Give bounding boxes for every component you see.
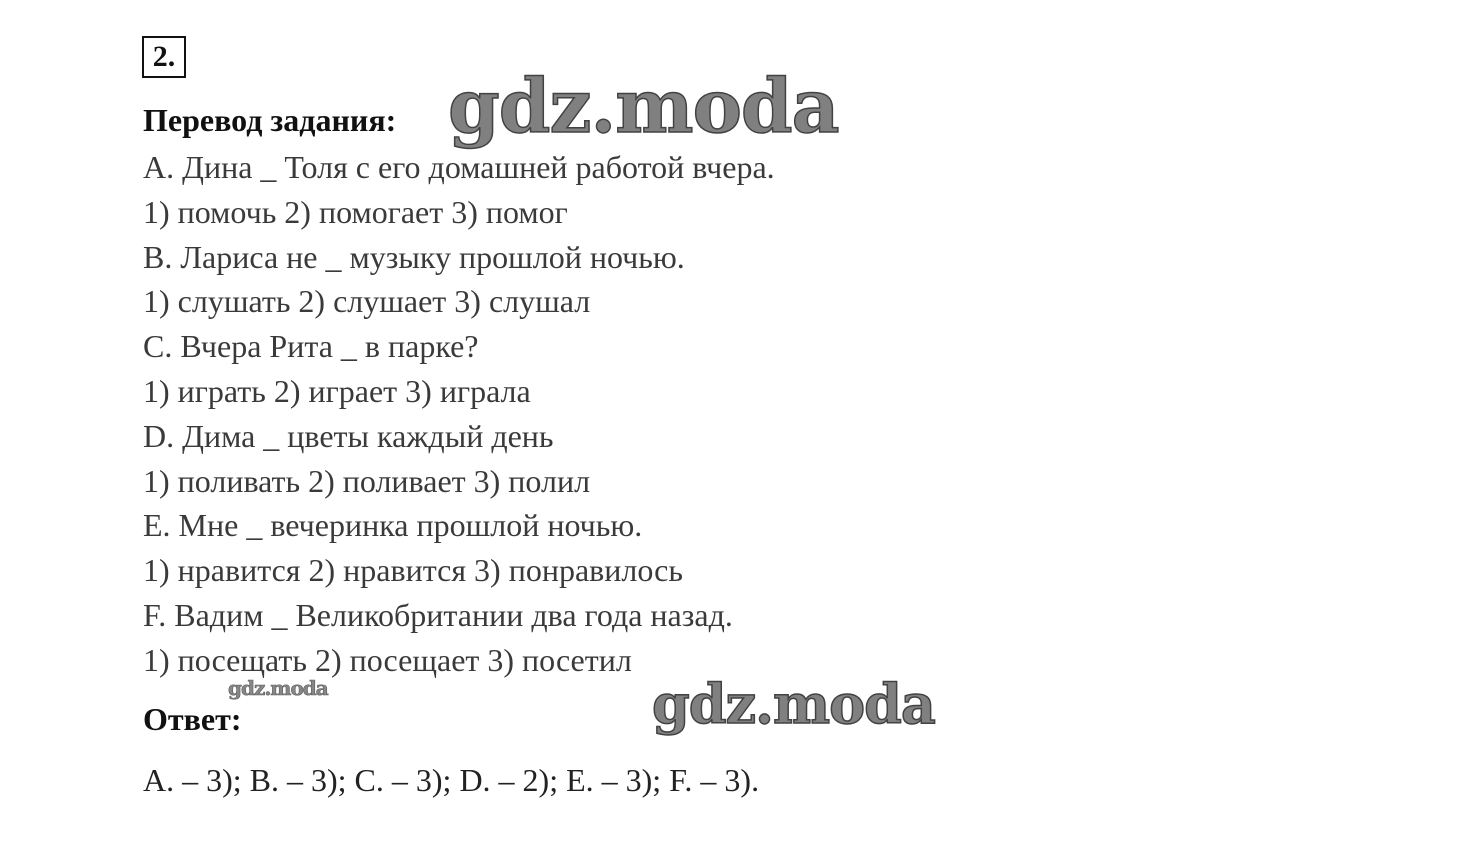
task-lines — [143, 145, 775, 683]
question-d: D. Дима _ цветы каждый день — [143, 417, 554, 454]
question-b: B. Лариса не _ музыку прошлой ночью. — [143, 238, 685, 275]
options-c: 1) играть 2) играет 3) играла — [143, 372, 531, 409]
question-a: A. Дина _ Толя с его домашней работой вчера. — [143, 149, 775, 185]
options-f: 1) посещать 2) посещает 3) посетил — [143, 641, 632, 678]
options-e: 1) нравится 2) нравится 3) понравилось — [143, 552, 683, 589]
question-c: C. Вчера Рита _ в парке? — [143, 328, 479, 365]
answer-text: A. – 3); B. – 3); C. – 3); D. – 2); E. – 3); F. – 3). — [143, 762, 760, 798]
question-e: E. Мне _ вечеринка прошлой ночью. — [143, 507, 643, 544]
task-number-box: 2. — [142, 36, 186, 78]
watermark-small: gdz.moda — [228, 676, 328, 700]
options-d: 1) поливать 2) поливает 3) полил — [143, 462, 591, 499]
watermark-top: gdz.moda — [448, 64, 839, 150]
options-a: 1) помочь 2) помогает 3) помог — [143, 193, 568, 230]
options-b: 1) слушать 2) слушает 3) слушал — [143, 283, 591, 320]
question-f: F. Вадим _ Великобритании два года назад. — [143, 596, 733, 633]
task-heading: Перевод задания: — [143, 102, 397, 138]
watermark-bottom: gdz.moda — [652, 672, 935, 736]
answer-heading: Ответ: — [143, 701, 242, 737]
